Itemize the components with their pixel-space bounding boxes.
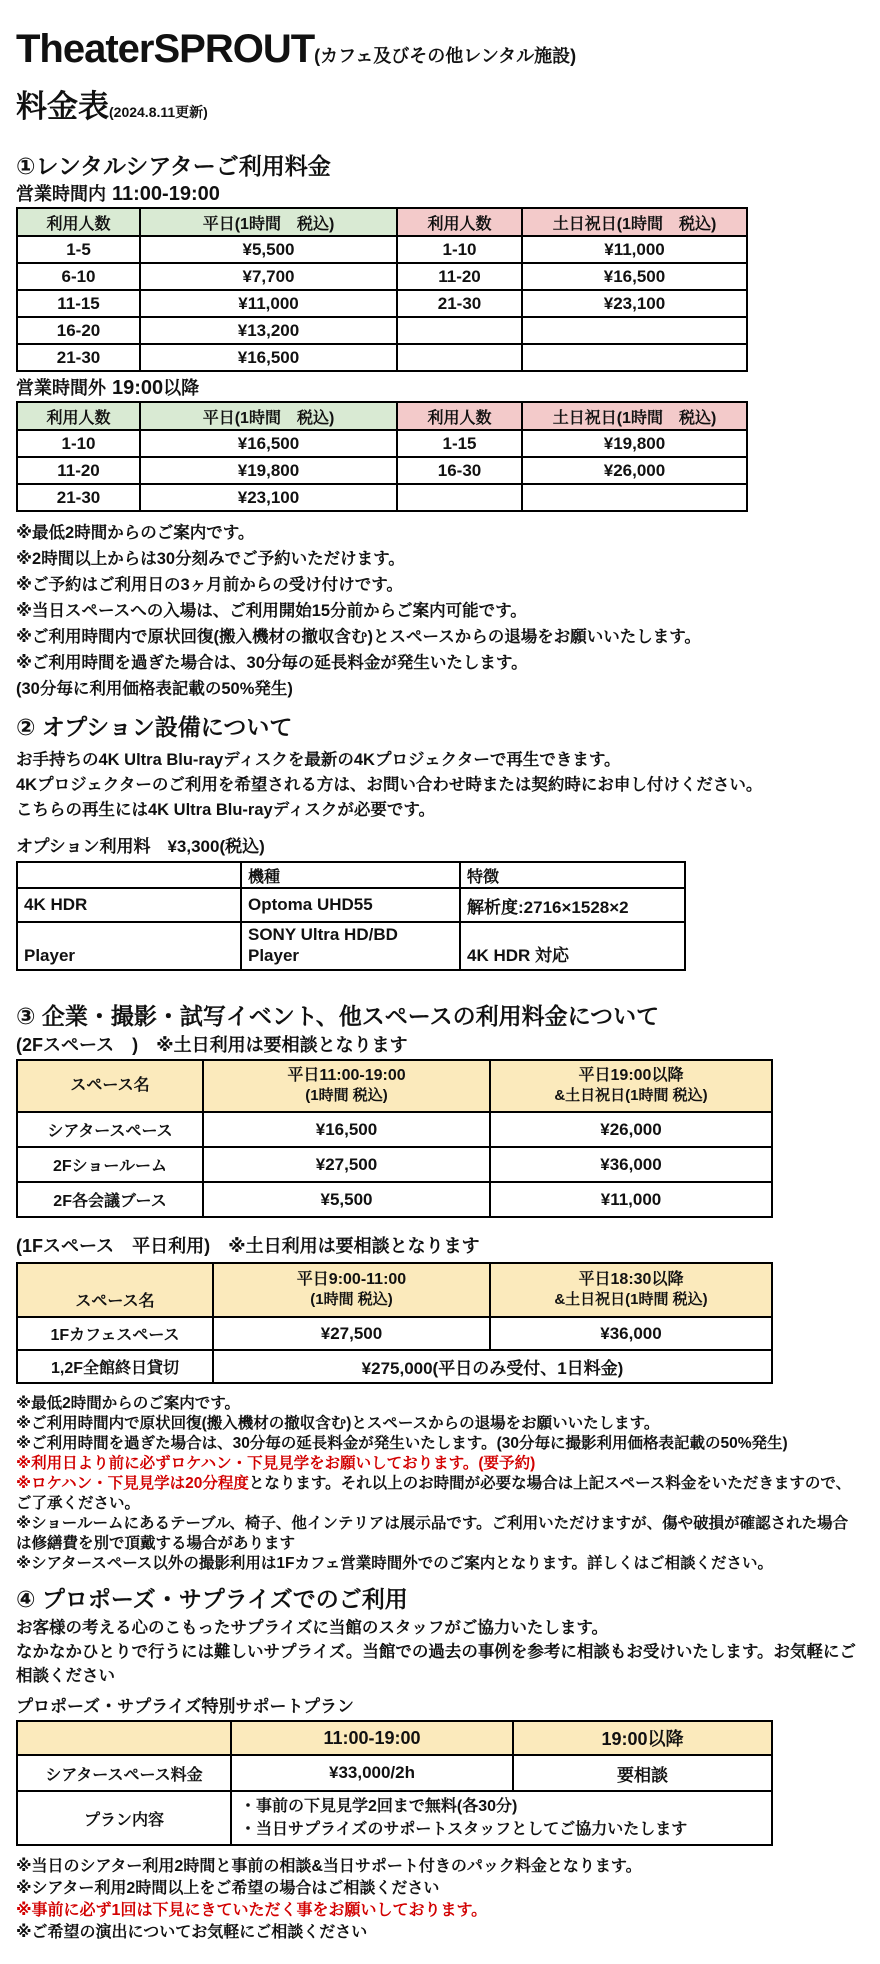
paragraph-line: こちらの再生には4K Ultra Blu-rayディスクが必要です。 (16, 801, 436, 819)
note-line: ※当日スペースへの入場は、ご利用開始15分前からご案内可能です。 (16, 602, 527, 620)
col-header-weekday-price: 平日(1時間 税込) (140, 208, 397, 236)
hours-in-label (16, 181, 862, 207)
people-range-cell: 1-10 (17, 430, 140, 457)
table-row (17, 457, 747, 484)
table-row (17, 1182, 772, 1217)
equipment-feature-cell: 4K HDR 対応 (460, 922, 685, 970)
surprise-plan-table (16, 1720, 773, 1846)
hours-out-suffix: 以降 (163, 378, 200, 398)
note-line: ※2時間以上からは30分刻みでご予約いただけます。 (16, 550, 405, 568)
space-name-cell: 1Fカフェスペース (17, 1317, 213, 1350)
note-line: (30分毎に利用価格表記載の50%発生) (16, 680, 293, 698)
plan-label: プロポーズ・サプライズ特別サポートプラン (16, 1697, 354, 1716)
space-1f-label: (1Fスペース 平日利用) ※土日利用は要相談となります (16, 1236, 480, 1256)
section3-heading: ③ 企業・撮影・試写イベント、他スペースの利用料金について (16, 1003, 660, 1029)
plan-bullet: ・当日サプライズのサポートスタッフとしてご協力いたします (240, 1821, 688, 1838)
note-line: ※ご利用時間内で原状回復(搬入機材の撤収含む)とスペースからの退場をお願いいたします。 (16, 628, 701, 646)
section3-notes (16, 1394, 862, 1574)
price-cell: ¥27,500 (213, 1317, 490, 1350)
hours-out-text: 営業時間外 (16, 378, 106, 398)
header-line: 平日11:00-19:00 (287, 1067, 406, 1084)
table-header-row (17, 402, 747, 430)
people-range-cell: 11-20 (17, 457, 140, 484)
col-header-evening-weekend-price (490, 1263, 772, 1317)
note-line: ※ショールームにあるテーブル、椅子、他インテリアは展示品です。ご利用いただけますが、傷や破損が確認された場合は修繕費を別で頂戴する場合があります (16, 1515, 849, 1552)
table-row (17, 1317, 772, 1350)
price-cell: ¥16,500 (140, 430, 397, 457)
table-row (17, 430, 747, 457)
empty-cell (522, 344, 747, 371)
people-range-cell: 16-20 (17, 317, 140, 344)
space-name-cell: 2Fショールーム (17, 1147, 203, 1182)
header-line: &土日祝日(1時間 税込) (554, 1087, 708, 1104)
table-row (17, 922, 685, 970)
col-header-evening: 19:00以降 (513, 1721, 772, 1755)
people-range-cell: 21-30 (17, 484, 140, 511)
price-cell: ¥23,100 (140, 484, 397, 511)
price-cell: ¥26,000 (522, 457, 747, 484)
price-cell: ¥16,500 (522, 263, 747, 290)
note-line: ※シアター利用2時間以上をご希望の場合はご相談ください (16, 1880, 440, 1897)
price-cell: ¥16,500 (140, 344, 397, 371)
note-line: ※ご利用時間内で原状回復(搬入機材の撤収含む)とスペースからの退場をお願いいたします。 (16, 1415, 660, 1432)
col-header-daytime-price (203, 1060, 490, 1112)
table-row (17, 1147, 772, 1182)
price-cell: ¥11,000 (522, 236, 747, 263)
table-row (17, 236, 747, 263)
price-cell: ¥11,000 (490, 1182, 772, 1217)
col-header-feature: 特徴 (460, 862, 685, 888)
col-header-space-name: スペース名 (17, 1263, 213, 1317)
section2-paragraph (16, 748, 862, 823)
option-fee-label: オプション利用料 ¥3,300(税込) (16, 837, 265, 856)
people-range-cell: 1-15 (397, 430, 522, 457)
table-row (17, 317, 747, 344)
section1-notes (16, 520, 862, 702)
paragraph-line: お手持ちの4K Ultra Blu-rayディスクを最新の4Kプロジェクターで再生できます。 (16, 751, 621, 769)
page-title: TheaterSPROUT (16, 27, 315, 71)
equipment-feature-cell: 解析度:2716×1528×2 (460, 888, 685, 922)
note-line: ※ご希望の演出についてお気軽にご相談ください (16, 1924, 368, 1941)
price-cell: ¥27,500 (203, 1147, 490, 1182)
hours-in-text: 営業時間内 (16, 184, 106, 204)
equipment-model-cell: Optoma UHD55 (241, 888, 460, 922)
header-line: 平日18:30以降 (578, 1271, 684, 1288)
note-line: ※最低2時間からのご案内です。 (16, 1395, 240, 1412)
col-header-people-weekday: 利用人数 (17, 208, 140, 236)
space-name-cell: 1,2F全館終日貸切 (17, 1350, 213, 1383)
price-cell: ¥19,800 (522, 430, 747, 457)
header-line: &土日祝日(1時間 税込) (554, 1291, 708, 1308)
col-header-people-weekend: 利用人数 (397, 402, 522, 430)
col-header-morning-price (213, 1263, 490, 1317)
section1-heading: ①レンタルシアターご利用料金 (16, 153, 331, 179)
space-name-cell: 2F各会議ブース (17, 1182, 203, 1217)
equipment-name-cell: 4K HDR (17, 888, 241, 922)
people-range-cell: 11-20 (397, 263, 522, 290)
plan-row-name-cell: シアタースペース料金 (17, 1755, 231, 1791)
equipment-table (16, 861, 686, 971)
col-header-weekday-price: 平日(1時間 税込) (140, 402, 397, 430)
people-range-cell: 16-30 (397, 457, 522, 484)
people-range-cell: 1-10 (397, 236, 522, 263)
note-line: ※ご利用時間を過ぎた場合は、30分毎の延長料金が発生いたします。 (16, 654, 528, 672)
plan-bullet: ・事前の下見見学2回まで無料(各30分) (240, 1798, 518, 1815)
hours-out-label (16, 375, 862, 401)
people-range-cell: 21-30 (397, 290, 522, 317)
document-header (16, 26, 862, 81)
people-range-cell: 21-30 (17, 344, 140, 371)
header-line: (1時間 税込) (305, 1087, 388, 1104)
empty-cell (397, 317, 522, 344)
table-header-row (17, 1721, 772, 1755)
empty-cell (397, 484, 522, 511)
empty-cell (397, 344, 522, 371)
col-header-space-name: スペース名 (17, 1060, 203, 1112)
price-cell: ¥5,500 (203, 1182, 490, 1217)
note-line: ※当日のシアター利用2時間と事前の相談&当日サポート付きのパック料金となります。 (16, 1858, 642, 1875)
plan-row-name-cell: プラン内容 (17, 1791, 231, 1845)
page-subtitle: 料金表 (16, 89, 109, 124)
people-range-cell: 1-5 (17, 236, 140, 263)
empty-header-cell (17, 1721, 231, 1755)
price-cell: ¥36,000 (490, 1317, 772, 1350)
full-building-price-cell: ¥275,000(平日のみ受付、1日料金) (213, 1350, 772, 1383)
note-line: ※ご予約はご利用日の3ヶ月前からの受け付けです。 (16, 576, 403, 594)
price-cell: ¥13,200 (140, 317, 397, 344)
equipment-model-cell (241, 922, 460, 970)
people-range-cell: 6-10 (17, 263, 140, 290)
price-cell: ¥36,000 (490, 1147, 772, 1182)
table-row (17, 1791, 772, 1845)
note-line: ※シアタースペース以外の撮影利用は1Fカフェ営業時間外でのご案内となります。詳しくはご相談ください。 (16, 1555, 774, 1572)
price-cell: ¥16,500 (203, 1112, 490, 1147)
table-header-row (17, 1263, 772, 1317)
table-header-row (17, 862, 685, 888)
paragraph-line: 4Kプロジェクターのご利用を希望される方は、お問い合わせ時または契約時にお申し付けください。 (16, 776, 763, 794)
consultation-cell: 要相談 (513, 1755, 772, 1791)
section4-heading: ④ プロポーズ・サプライズでのご利用 (16, 1586, 408, 1612)
header-line: (1時間 税込) (310, 1291, 393, 1308)
space-name-cell: シアタースペース (17, 1112, 203, 1147)
empty-cell (522, 484, 747, 511)
col-header-people-weekend: 利用人数 (397, 208, 522, 236)
section4-intro (16, 1616, 862, 1688)
intro-line: なかなかひとりで行うには難しいサプライズ。当館での過去の事例を参考に相談もお受けいたします。お気軽にご相談ください (16, 1643, 857, 1685)
table-row (17, 263, 747, 290)
table-row (17, 1350, 772, 1383)
note-line-red: ※事前に必ず1回は下見にきていただく事をお願いしております。 (16, 1902, 488, 1919)
header-line: 平日9:00-11:00 (296, 1271, 407, 1288)
section2-heading: ② オプション設備について (16, 714, 293, 740)
plan-content-cell (231, 1791, 772, 1845)
hours-in-time: 11:00-19:00 (112, 183, 220, 205)
col-header-evening-weekend-price (490, 1060, 772, 1112)
empty-cell (522, 317, 747, 344)
page-title-note: (カフェ及びその他レンタル施設) (314, 46, 577, 66)
note-line: ※ご利用時間を過ぎた場合は、30分毎の延長料金が発生いたします。(30分毎に撮影利用価格表記載の50%発生) (16, 1435, 788, 1452)
intro-line: お客様の考える心のこもったサプライズに当館のスタッフがご協力いたします。 (16, 1619, 609, 1637)
col-header-people-weekday: 利用人数 (17, 402, 140, 430)
empty-header-cell (17, 862, 241, 888)
rental-theater-table-after-hours (16, 401, 748, 512)
people-range-cell: 11-15 (17, 290, 140, 317)
model-line: Player (248, 946, 300, 965)
price-cell: ¥5,500 (140, 236, 397, 263)
header-line: 平日19:00以降 (578, 1067, 684, 1084)
table-row (17, 888, 685, 922)
table-row (17, 290, 747, 317)
price-cell: ¥11,000 (140, 290, 397, 317)
price-cell: ¥33,000/2h (231, 1755, 513, 1791)
equipment-name-cell: Player (17, 922, 241, 970)
note-line-red: ※利用日より前に必ずロケハン・下見見学をお願いしております。(要予約) (16, 1455, 536, 1472)
note-line-mixed: ※ロケハン・下見見学は20分程度となります。それ以上のお時間が必要な場合は上記スペース料金をいただきますので、ご了承ください。 (16, 1475, 852, 1512)
table-row (17, 1112, 772, 1147)
space-2f-label: (2Fスペース ) ※土日利用は要相談となります (16, 1035, 408, 1055)
table-header-row (17, 1060, 772, 1112)
col-header-weekend-price: 土日祝日(1時間 税込) (522, 402, 747, 430)
space-2f-price-table (16, 1059, 773, 1218)
price-cell: ¥26,000 (490, 1112, 772, 1147)
hours-out-time: 19:00 (112, 377, 164, 399)
document-subheader (16, 87, 862, 133)
price-cell: ¥19,800 (140, 457, 397, 484)
rental-theater-table-in-hours (16, 207, 748, 372)
price-cell: ¥23,100 (522, 290, 747, 317)
table-row (17, 1755, 772, 1791)
col-header-daytime: 11:00-19:00 (231, 1721, 513, 1755)
col-header-model: 機種 (241, 862, 460, 888)
price-cell: ¥7,700 (140, 263, 397, 290)
section4-notes (16, 1856, 862, 1944)
table-row (17, 344, 747, 371)
updated-date-note: (2024.8.11更新) (109, 104, 208, 120)
note-line: ※最低2時間からのご案内です。 (16, 524, 255, 542)
table-header-row (17, 208, 747, 236)
table-row (17, 484, 747, 511)
model-line: SONY Ultra HD/BD (248, 925, 398, 944)
space-1f-price-table (16, 1262, 773, 1384)
col-header-weekend-price: 土日祝日(1時間 税込) (522, 208, 747, 236)
